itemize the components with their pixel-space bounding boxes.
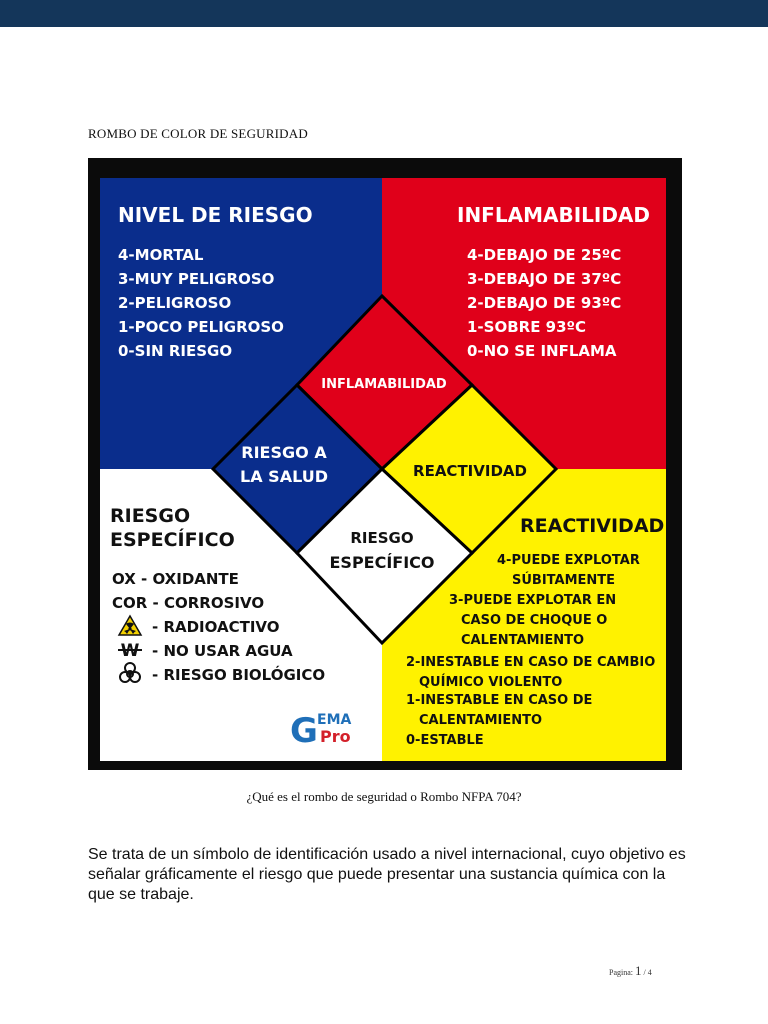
health-title: NIVEL DE RIESGO bbox=[118, 203, 313, 227]
specific-title-1: RIESGO bbox=[110, 505, 191, 527]
flammability-item: 3-DEBAJO DE 37ºC bbox=[467, 270, 622, 288]
page-number bbox=[609, 963, 652, 979]
specific-item: OX - OXIDANTE bbox=[112, 570, 239, 588]
svg-text:W: W bbox=[120, 641, 140, 661]
reactivity-item: 0-ESTABLE bbox=[406, 733, 484, 748]
diamond-left-label-2: LA SALUD bbox=[240, 467, 328, 486]
health-item: 4-MORTAL bbox=[118, 246, 204, 264]
reactivity-item: 4-PUEDE EXPLOTAR bbox=[497, 553, 640, 568]
reactivity-title: REACTIVIDAD bbox=[520, 515, 665, 537]
nfpa-diamond-svg bbox=[88, 158, 682, 770]
reactivity-item: CASO DE CHOQUE O bbox=[461, 613, 608, 628]
health-item: 0-SIN RIESGO bbox=[118, 342, 233, 360]
specific-item: - NO USAR AGUA bbox=[152, 642, 293, 660]
diamond-left-label-1: RIESGO A bbox=[241, 443, 327, 462]
page-total: / 4 bbox=[643, 968, 652, 977]
reactivity-item: 3-PUEDE EXPLOTAR EN bbox=[449, 593, 617, 608]
flammability-item: 1-SOBRE 93ºC bbox=[467, 318, 587, 336]
page-current: 1 bbox=[635, 963, 642, 978]
diamond-bottom-label-1: RIESGO bbox=[350, 529, 414, 547]
reactivity-item: SÚBITAMENTE bbox=[512, 573, 616, 588]
reactivity-item: CALENTAMIENTO bbox=[461, 633, 585, 648]
flammability-item: 2-DEBAJO DE 93ºC bbox=[467, 294, 622, 312]
logo-ema: EMA bbox=[317, 712, 352, 728]
flammability-item: 4-DEBAJO DE 25ºC bbox=[467, 246, 622, 264]
health-item: 2-PELIGROSO bbox=[118, 294, 232, 312]
no-water-icon bbox=[118, 641, 142, 661]
reactivity-item: 1-INESTABLE EN CASO DE bbox=[406, 693, 593, 708]
section-title: ROMBO DE COLOR DE SEGURIDAD bbox=[88, 126, 308, 141]
diamond-right-label: REACTIVIDAD bbox=[413, 462, 527, 480]
specific-title-2: ESPECÍFICO bbox=[110, 529, 235, 551]
header-bar bbox=[0, 0, 768, 27]
nfpa-diamond-figure bbox=[88, 158, 682, 770]
reactivity-item: 2-INESTABLE EN CASO DE CAMBIO bbox=[406, 655, 656, 670]
specific-item: - RADIOACTIVO bbox=[152, 618, 280, 636]
logo-pro: Pro bbox=[320, 727, 351, 746]
logo-g: G bbox=[290, 711, 318, 751]
diamond-top-label: INFLAMABILIDAD bbox=[321, 377, 447, 392]
health-item: 1-POCO PELIGROSO bbox=[118, 318, 284, 336]
specific-item: COR - CORROSIVO bbox=[112, 594, 265, 612]
specific-item: - RIESGO BIOLÓGICO bbox=[152, 666, 326, 684]
flammability-item: 0-NO SE INFLAMA bbox=[467, 342, 617, 360]
page-label: Pagina: bbox=[609, 968, 633, 977]
body-paragraph: Se trata de un símbolo de identificación usado a nivel internacional, cuyo objetivo es señalar gráficamente el riesgo que puede presentar una sustancia química con la que se trabaje. bbox=[88, 846, 686, 903]
flammability-title: INFLAMABILIDAD bbox=[457, 203, 650, 227]
diamond-bottom-label-2: ESPECÍFICO bbox=[329, 553, 435, 572]
gemapro-logo bbox=[290, 711, 351, 751]
flammability-list bbox=[467, 246, 621, 360]
reactivity-item: QUÍMICO VIOLENTO bbox=[419, 675, 563, 690]
health-item: 3-MUY PELIGROSO bbox=[118, 270, 275, 288]
figure-caption: ¿Qué es el rombo de seguridad o Rombo NFPA 704? bbox=[246, 789, 522, 804]
reactivity-item: CALENTAMIENTO bbox=[419, 713, 543, 728]
